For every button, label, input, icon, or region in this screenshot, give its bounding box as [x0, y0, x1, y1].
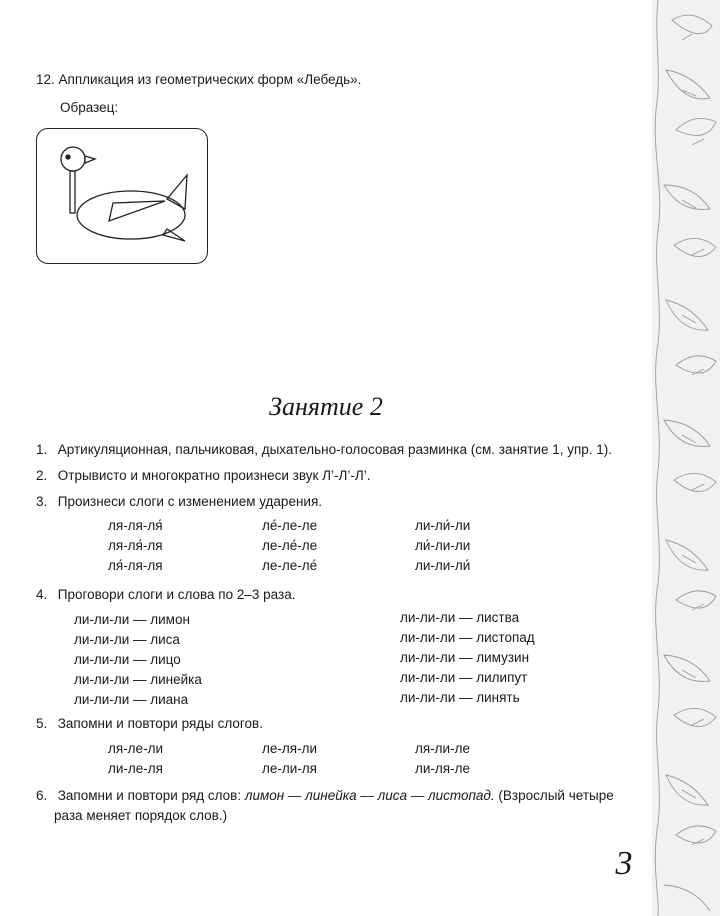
exercise-4-text: Проговори слоги и слова по 2–3 раза.	[57, 587, 296, 602]
exercise-5-number: 5.	[36, 716, 48, 731]
word-row: ли-ли-ли — лимон	[74, 612, 190, 627]
ex4-column-2	[400, 608, 535, 708]
swan-wing-triangle	[109, 201, 165, 221]
exercise-6-line-2: раза меняет порядок слов.)	[54, 808, 228, 823]
ex5-column-1	[108, 739, 163, 779]
exercise-4	[36, 587, 295, 602]
word-row: ли-ли-ли — лицо	[74, 652, 181, 667]
page-number: 3	[615, 845, 633, 882]
word-row: ли-ли-ли — линять	[400, 690, 520, 705]
word-row: ли-ли-ли — листопад	[400, 630, 535, 645]
ex3-column-3	[415, 516, 470, 576]
syllable-row: ле́-ле-ле	[262, 518, 318, 533]
lesson-heading: Занятие 2	[269, 392, 383, 421]
exercise-3-number: 3.	[36, 494, 48, 509]
task-12-text: Аппликация из геометрических форм «Лебедь».	[58, 72, 362, 87]
syllable-row: ле-ля-ли	[262, 741, 317, 756]
task-12	[36, 72, 361, 87]
exercise-3	[36, 494, 322, 509]
swan-beak-triangle	[85, 156, 95, 163]
exercise-1	[36, 442, 612, 457]
swan-neck-rect	[70, 171, 75, 213]
swan-sample-box	[36, 128, 208, 264]
word-row: ли-ли-ли — лиса	[74, 632, 180, 647]
exercise-5	[36, 716, 263, 731]
syllable-row: ля-ля́-ля	[108, 538, 163, 553]
exercise-1-text: Артикуляционная, пальчиковая, дыхательно-голосовая разминка (см. занятие 1, упр. 1).	[57, 442, 613, 457]
swan-body-ellipse	[77, 191, 185, 239]
task-12-number: 12.	[36, 72, 55, 87]
sample-label: Образец:	[60, 100, 119, 115]
swan-tail-triangle	[167, 175, 187, 209]
syllable-row: ли-ли-ли́	[415, 558, 471, 573]
syllable-row: ле-ле-ле́	[262, 558, 318, 573]
swan-eye	[66, 155, 70, 159]
exercise-2-number: 2.	[36, 468, 48, 483]
ex3-column-1	[108, 516, 163, 576]
word-row: ли-ли-ли — лилипут	[400, 670, 528, 685]
ex3-column-2	[262, 516, 317, 576]
syllable-row: ли-ли́-ли	[415, 518, 471, 533]
syllable-row: ли́-ли-ли	[415, 538, 471, 553]
syllable-row: ли-ле-ля	[108, 761, 163, 776]
syllable-row: ли-ля-ле	[415, 761, 470, 776]
ex5-column-3	[415, 739, 470, 779]
exercise-6-words: лимон — линейка — лиса — листопад.	[244, 788, 495, 803]
ex4-column-1	[74, 610, 202, 710]
syllable-row: ля-ле-ли	[108, 741, 163, 756]
word-row: ли-ли-ли — лиана	[74, 692, 189, 707]
exercise-2	[36, 468, 370, 483]
syllable-row: ля-ля-ля́	[108, 518, 163, 533]
leaf-border-decoration	[652, 0, 720, 916]
exercise-5-text: Запомни и повтори ряды слогов.	[57, 716, 263, 731]
syllable-row: ля́-ля-ля	[108, 558, 163, 573]
swan-applique-illustration	[37, 129, 209, 265]
syllable-row: ля-ли-ле	[415, 741, 470, 756]
exercise-6-number: 6.	[36, 788, 48, 803]
exercise-2-text: Отрывисто и многократно произнеси звук Л’-Л’-Л’.	[57, 468, 371, 483]
syllable-row: ле-ле́-ле	[262, 538, 318, 553]
exercise-6-prefix: Запомни и повтори ряд слов:	[57, 788, 245, 803]
swan-head-circle	[61, 147, 85, 171]
exercise-4-number: 4.	[36, 587, 48, 602]
exercise-6-suffix: (Взрослый четыре	[494, 788, 614, 803]
exercise-3-text: Произнеси слоги с изменением ударения.	[57, 494, 323, 509]
ex5-column-2	[262, 739, 317, 779]
syllable-row: ле-ли-ля	[262, 761, 317, 776]
word-row: ли-ли-ли — лимузин	[400, 650, 530, 665]
exercise-1-number: 1.	[36, 442, 48, 457]
exercise-6	[36, 788, 614, 803]
word-row: ли-ли-ли — листва	[400, 610, 520, 625]
word-row: ли-ли-ли — линейка	[74, 672, 202, 687]
swan-foot-triangle	[163, 229, 185, 241]
